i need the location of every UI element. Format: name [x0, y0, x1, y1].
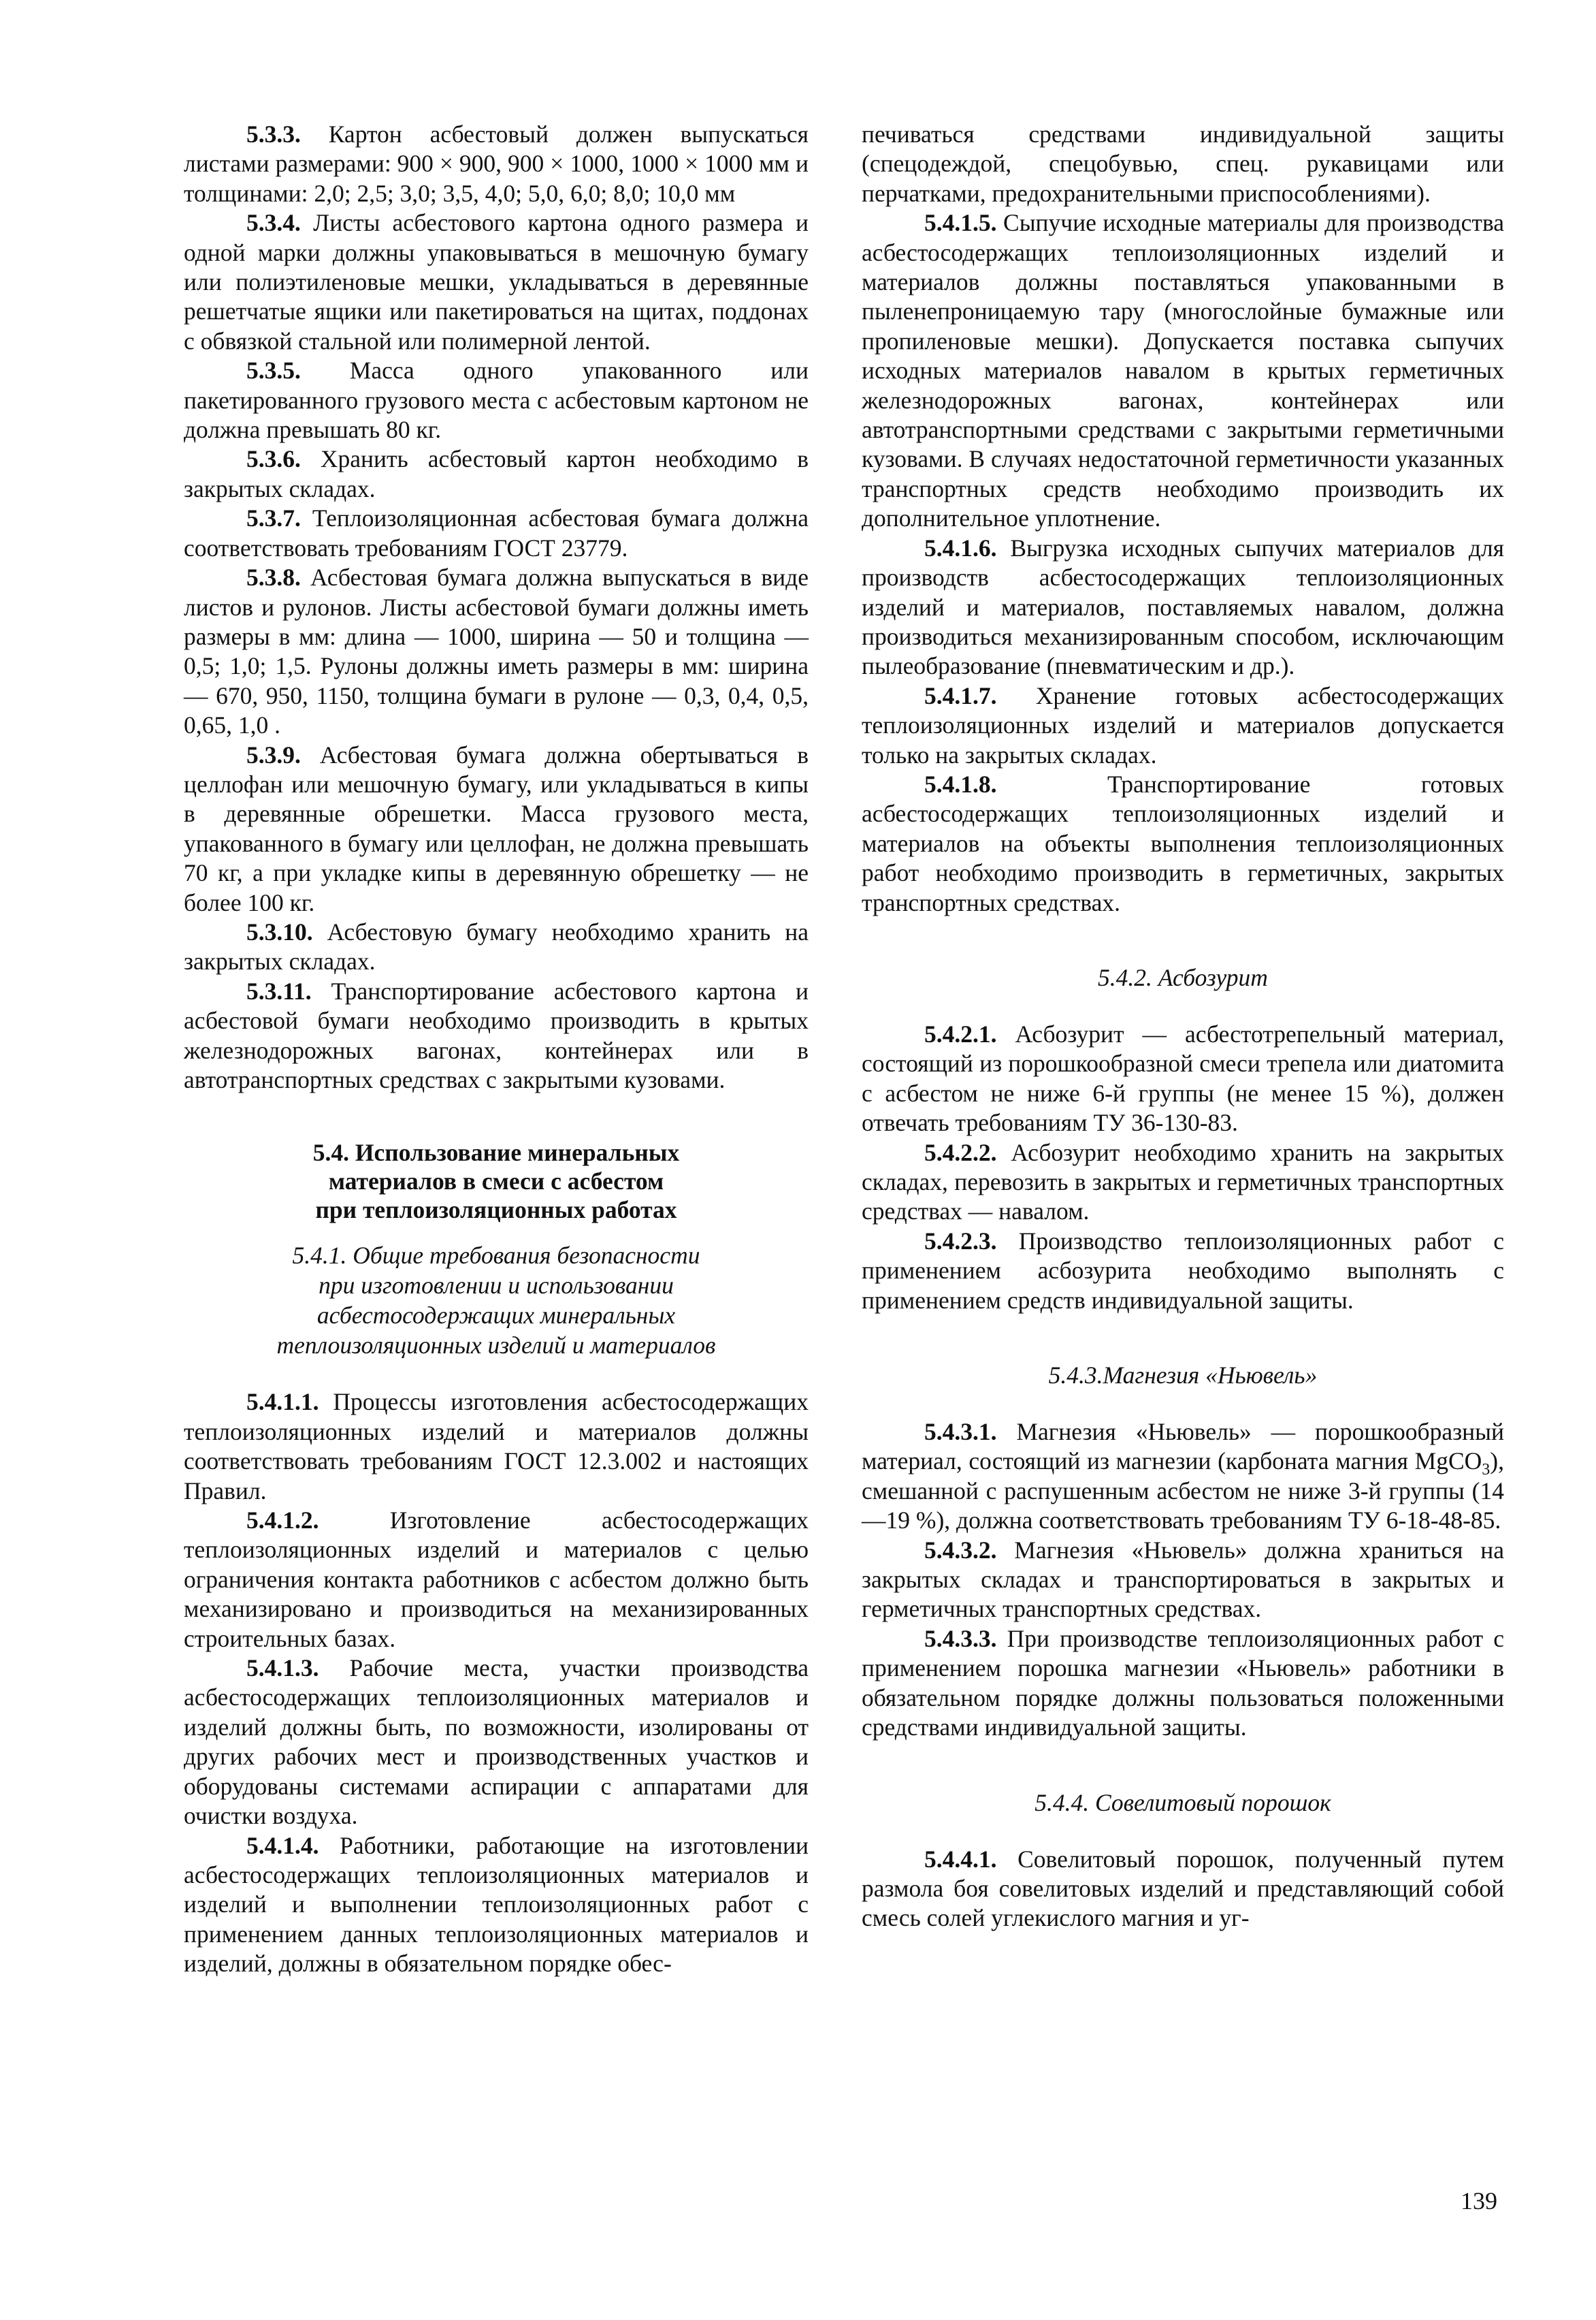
paragraph-text: Процессы изготовления асбестосодержащих теплоизоляционных изделий и материалов должны соответствовать требованиям ГОСТ 12.3.002 и настоящих Правил. — [184, 1388, 809, 1504]
paragraph-text: Изготовление асбестосодержащих теплоизоляционных изделий и материалов с целью ограничения контакта работников с асбестом должно быть механизировано и производиться на механизированных строительных базах. — [184, 1507, 809, 1652]
paragraph-5-4-4-1 — [862, 1845, 1504, 1933]
paragraph-text: Работники, работающие на изготовлении асбестосодержащих теплоизоляционных материалов и изделий и выполнении теплоизоляционных работ с применением данных теплоизоляционных материалов и изделий, должны в обязательном порядке обес- — [184, 1831, 809, 1978]
clause-number: 5.4.2.1. — [924, 1020, 997, 1048]
paragraph-5-3-9 — [184, 741, 809, 918]
clause-number: 5.3.3. — [246, 120, 301, 148]
paragraph-5-3-10 — [184, 918, 809, 977]
paragraph-5-4-3-2 — [862, 1536, 1504, 1624]
paragraph-text: Асбестовая бумага должна выпускаться в виде листов и рулонов. Листы асбестовой бумаги должны иметь размеры в мм: длина — 1000, ширина — 50 и толщина — 0,5; 1,0; 1,5. Рулоны должны иметь размеры в мм: ширина — 670, 950, 1150, толщина бумаги в рулоне — 0,3, 0,4, 0,5, 0,65, 1,0 . — [184, 564, 809, 739]
subscript: 3 — [1482, 1461, 1491, 1479]
paragraph-text: Транспортирование асбестового картона и асбестовой бумаги необходимо производить в крытых железнодорожных вагонах, контейнерах или в автотранспортных средствах с закрытыми кузовами. — [184, 977, 809, 1093]
paragraph-text: Асбозурит необходимо хранить на закрытых складах, перевозить в закрытых и герметичных транспортных средствах — навалом. — [862, 1138, 1504, 1225]
clause-number: 5.4.2.2. — [924, 1138, 997, 1166]
clause-number: 5.4.1.2. — [246, 1507, 319, 1534]
clause-number: 5.4.1.5. — [924, 209, 997, 237]
paragraph-5-4-1-7 — [862, 681, 1504, 770]
right-column — [862, 120, 1504, 1933]
paragraph-text: Транспортирование готовых асбестосодержащих теплоизоляционных изделий и материалов на объекты выполнения теплоизоляционных работ необходимо производить в герметичных, закрытых транспортных средствах. — [862, 770, 1504, 916]
section-heading-line: при теплоизоляционных работах — [315, 1196, 677, 1224]
paragraph-text: ), смешанной с распушенным асбестом не ниже 3-й группы (14—19 %), должна соответствовать требованиям ТУ 6-18-48-85. — [862, 1447, 1504, 1534]
paragraph-5-4-1-1 — [184, 1387, 809, 1506]
paragraph-5-4-1-4 — [184, 1831, 809, 1979]
paragraph-text: Хранение готовых асбестосодержащих теплоизоляционных изделий и материалов допускается только на закрытых складах. — [862, 681, 1504, 769]
paragraph-5-3-8 — [184, 563, 809, 740]
clause-number: 5.3.6. — [246, 445, 301, 473]
subsection-heading-line: при изготовлении и использовании — [319, 1272, 674, 1300]
clause-number: 5.4.1.4. — [246, 1831, 319, 1859]
paragraph-5-4-2-1 — [862, 1020, 1504, 1138]
clause-number: 5.4.1.6. — [924, 534, 997, 562]
clause-number: 5.3.11. — [246, 977, 312, 1005]
paragraph-text: При производстве теплоизоляционных работ с применением порошка магнезии «Ньювель» работники в обязательном порядке должны пользоваться положенными средствами индивидуальной защиты. — [862, 1624, 1504, 1741]
clause-number: 5.4.1.8. — [924, 770, 997, 798]
clause-number: 5.3.7. — [246, 504, 301, 532]
clause-number: 5.3.4. — [246, 209, 301, 237]
clause-number: 5.4.2.3. — [924, 1227, 997, 1255]
paragraph-continuation: печиваться средствами индивидуальной защиты (спецодеждой, спецобувью, спец. рукавицами или перчатками, предохранительными приспособлениями). — [862, 120, 1504, 207]
paragraph-5-4-3-1 — [862, 1417, 1504, 1536]
clause-number: 5.4.1.3. — [246, 1654, 319, 1682]
paragraph-text: Рабочие места, участки производства асбестосодержащих теплоизоляционных материалов и изделий должны быть, по возможности, изолированы от других рабочих мест и производственных участков и оборудованы системами аспирации с аппаратами для очистки воздуха. — [184, 1654, 809, 1830]
paragraph-5-3-3 — [184, 120, 809, 208]
paragraph-text: Производство теплоизоляционных работ с применением асбозурита необходимо выполнять с применением средств индивидуальной защиты. — [862, 1227, 1504, 1314]
clause-number: 5.3.8. — [246, 564, 301, 592]
paragraph-text: Совелитовый порошок, полученный путем размола боя совелитовых изделий и представляющий собой смесь солей углекислого магния и уг- — [862, 1845, 1504, 1932]
subsection-heading-5-4-3: 5.4.3.Магнезия «Ньювель» — [1048, 1362, 1318, 1389]
clause-number: 5.4.4.1. — [924, 1845, 997, 1873]
page-number: 139 — [1461, 2187, 1497, 2214]
paragraph-5-4-1-5 — [862, 208, 1504, 533]
paragraph-5-3-6 — [184, 445, 809, 504]
clause-number: 5.4.3.3. — [924, 1624, 997, 1652]
clause-number: 5.4.3.2. — [924, 1536, 997, 1564]
subsection-heading-line: теплоизоляционных изделий и материалов — [276, 1332, 716, 1359]
left-column — [184, 120, 809, 1979]
paragraph-5-4-1-2 — [184, 1506, 809, 1654]
paragraph-5-4-1-8 — [862, 770, 1504, 918]
paragraph-5-4-2-2 — [862, 1138, 1504, 1227]
subsection-heading-5-4-4: 5.4.4. Совелитовый порошок — [1035, 1788, 1331, 1816]
paragraph-5-4-1-6 — [862, 534, 1504, 681]
paragraph-5-4-3-3 — [862, 1624, 1504, 1743]
paragraph-text: Масса одного упакованного или пакетированного грузового места с асбестовым картоном не должна превышать 80 кг. — [184, 357, 809, 444]
paragraph-5-4-2-3 — [862, 1227, 1504, 1315]
paragraph-text: Хранить асбестовый картон необходимо в закрытых складах. — [184, 445, 809, 502]
paragraph-5-3-4 — [184, 208, 809, 356]
subsection-heading-line: 5.4.1. Общие требования безопасности — [292, 1242, 700, 1270]
clause-number: 5.4.1.1. — [246, 1388, 319, 1416]
clause-number: 5.3.9. — [246, 741, 301, 769]
paragraph-text: Картон асбестовый должен выпускаться листами размерами: 900 × 900, 900 × 1000, 1000 × 1000 мм и толщинами: 2,0; 2,5; 3,0; 3,5, 4,0; 5,0, 6,0; 8,0; 10,0 мм — [184, 120, 809, 207]
clause-number: 5.4.1.7. — [924, 681, 997, 709]
section-heading-5-4 — [184, 1138, 809, 1224]
section-heading-line: 5.4. Использование минеральных — [312, 1139, 680, 1167]
paragraph-text: Асбозурит — асбестотрепельный материал, состоящий из порошкообразной смеси трепела или диатомита с асбестом не ниже 6-й группы (не менее 15 %), должен отвечать требованиям ТУ 36-130-83. — [862, 1020, 1504, 1137]
paragraph-5-3-11 — [184, 977, 809, 1095]
paragraph-5-3-7 — [184, 504, 809, 563]
paragraph-text: Сыпучие исходные материалы для производства асбестосодержащих теплоизоляционных изделий и материалов должны поставляться упакованными в пыленепроницаемую тару (многослойные бумажные или пропиленовые мешки). Допускается поставка сыпучих исходных материалов навалом в крытых герметичных железнодорожных вагонах, контейнерах или автотранспортными средствами с закрытыми герметичными кузовами. В случаях недостаточной герметичности указанных транспортных средств необходимо производить их дополнительное уплотнение. — [862, 209, 1504, 532]
paragraph-text: Теплоизоляционная асбестовая бумага должна соответствовать требованиям ГОСТ 23779. — [184, 504, 809, 562]
paragraph-text: Листы асбестового картона одного размера и одной марки должны упаковываться в мешочную бумагу или полиэтиленовые мешки, укладываться в деревянные решетчатые ящики или пакетироваться на щитах, поддонах с обвязкой стальной или полимерной лентой. — [184, 209, 809, 355]
paragraph-text: Выгрузка исходных сыпучих материалов для производств асбестосодержащих теплоизоляционных изделий и материалов, поставляемых навалом, должна производиться механизированным способом, исключающим пылеобразование (пневматическим и др.). — [862, 534, 1504, 680]
paragraph-text: Магнезия «Ньювель» должна храниться на закрытых складах и транспортироваться в закрытых и герметичных транспортных средствах. — [862, 1536, 1504, 1623]
paragraph-5-4-1-3 — [184, 1654, 809, 1831]
subsection-heading-line: асбестосодержащих минеральных — [316, 1302, 676, 1330]
clause-number: 5.4.3.1. — [924, 1418, 997, 1446]
paragraph-text: Асбестовая бумага должна обертываться в целлофан или мешочную бумагу, или укладываться в кипы в деревянные обрешетки. Масса грузового места, упакованного в бумагу или целлофан, не должна превышать 70 кг, а при укладке кипы в деревянную обрешетку — не более 100 кг. — [184, 741, 809, 916]
clause-number: 5.3.10. — [246, 918, 313, 946]
paragraph-5-3-5 — [184, 356, 809, 445]
subsection-heading-5-4-1 — [184, 1240, 809, 1360]
section-heading-line: материалов в смеси с асбестом — [328, 1167, 664, 1195]
subsection-heading-5-4-2: 5.4.2. Асбозурит — [1098, 963, 1268, 991]
clause-number: 5.3.5. — [246, 357, 301, 385]
paragraph-text: Асбестовую бумагу необходимо хранить на закрытых складах. — [184, 918, 809, 976]
paragraph-text: Магнезия «Ньювель» — порошкообразный материал, состоящий из магнезии (карбоната магния MgCO — [862, 1418, 1504, 1475]
